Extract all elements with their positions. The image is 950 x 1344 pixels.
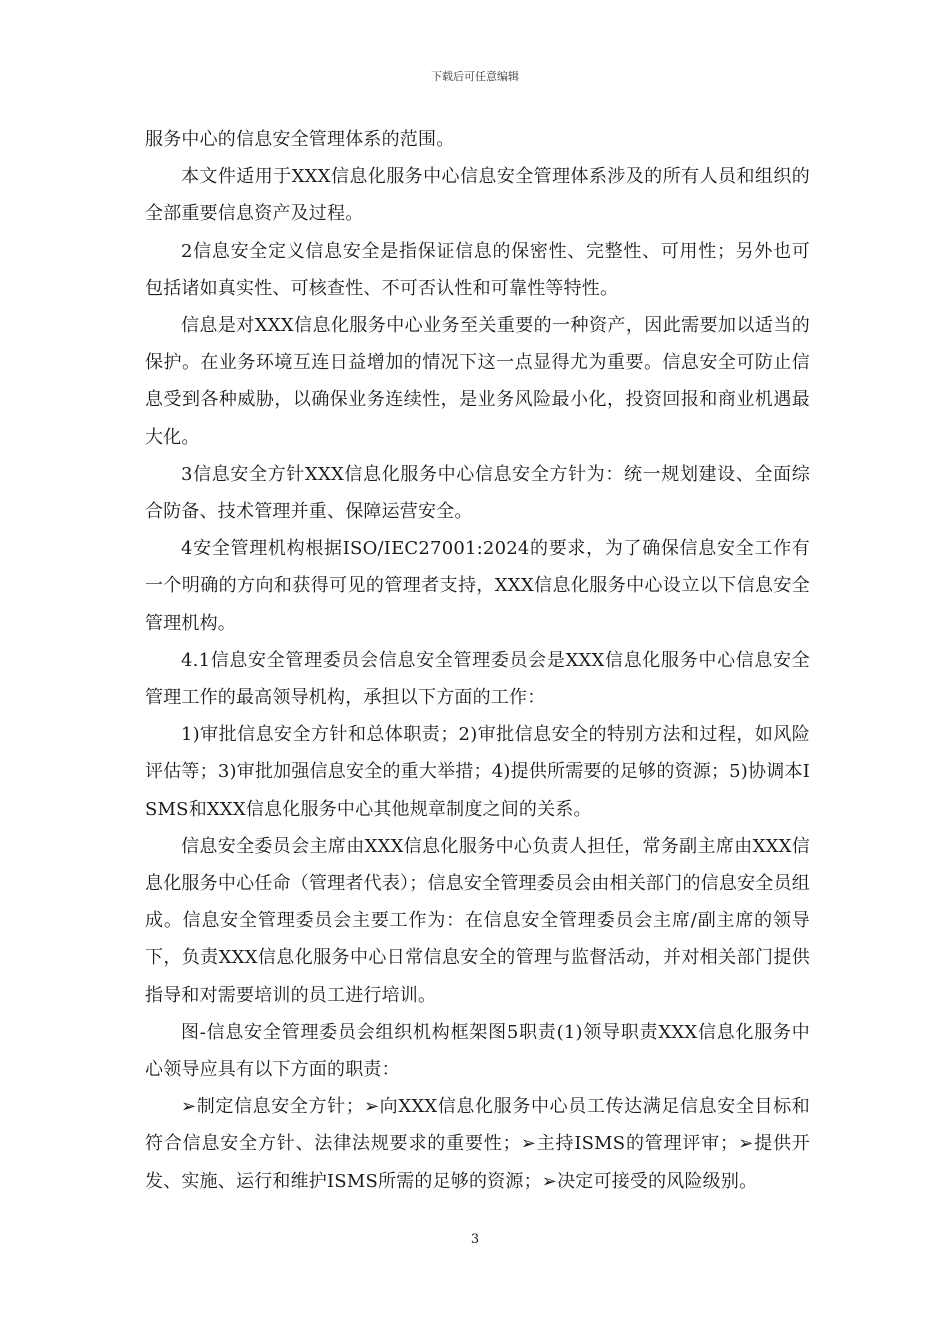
paragraph-leadership-duties: ➢制定信息安全方针；➢向XXX信息化服务中心员工传达满足信息安全目标和符合信息安全方针、法律法规要求的重要性；➢主持ISMS的管理评审；➢提供开发、实施、运行和维护ISMS所需的足够的资源；➢决定可接受的风险级别。 [145,1096,810,1192]
paragraph-applicability: 本文件适用于XXX信息化服务中心信息安全管理体系涉及的所有人员和组织的全部重要信息资产及过程。 [145,166,810,225]
paragraph-section-3-policy: 3信息安全方针XXX信息化服务中心信息安全方针为：统一规划建设、全面综合防备、技术管理并重、保障运营安全。 [145,463,810,523]
page-header: 下载后可任意编辑 [431,70,519,83]
paragraph-scope-continuation: 服务中心的信息安全管理体系的范围。 [145,129,455,150]
paragraph-information-asset: 信息是对XXX信息化服务中心业务至关重要的一种资产，因此需要加以适当的保护。在业务环境互连日益增加的情况下这一点显得尤为重要。信息安全可防止信息受到各种威胁，以确保业务连续性，是业务风险最小化，投资回报和商业机遇最大化。 [145,315,810,448]
paragraph-section-4-1-committee: 4.1信息安全管理委员会信息安全管理委员会是XXX信息化服务中心信息安全管理工作的最高领导机构，承担以下方面的工作： [145,649,810,709]
paragraph-section-5-responsibilities: 图-信息安全管理委员会组织机构框架图5职责(1)领导职责XXX信息化服务中心领导应具有以下方面的职责： [145,1021,810,1081]
paragraph-committee-duties: 1)审批信息安全方针和总体职责；2)审批信息安全的特别方法和过程，如风险评估等；3)审批加强信息安全的重大举措；4)提供所需要的足够的资源；5)协调本ISMS和XXX信息化服务中心其他规章制度之间的关系。 [145,724,810,820]
page-number: 3 [470,1232,480,1247]
paragraph-section-4-organization: 4安全管理机构根据ISO/IEC27001:2024的要求，为了确保信息安全工作有一个明确的方向和获得可见的管理者支持，XXX信息化服务中心设立以下信息安全管理机构。 [145,538,810,634]
paragraph-section-2-definition: 2信息安全定义信息安全是指保证信息的保密性、完整性、可用性；另外也可包括诸如真实性、可核查性、不可否认性和可靠性等特性。 [145,240,810,299]
paragraph-committee-members: 信息安全委员会主席由XXX信息化服务中心负责人担任，常务副主席由XXX信息化服务中心任命（管理者代表）；信息安全管理委员会由相关部门的信息安全员组成。信息安全管理委员会主要工作为：在信息安全管理委员会主席/副主席的领导下，负责XXX信息化服务中心日常信息安全的管理与监督活动，并对相关部门提供指导和对需要培训的员工进行培训。 [145,835,810,1006]
document-body [145,121,810,1200]
